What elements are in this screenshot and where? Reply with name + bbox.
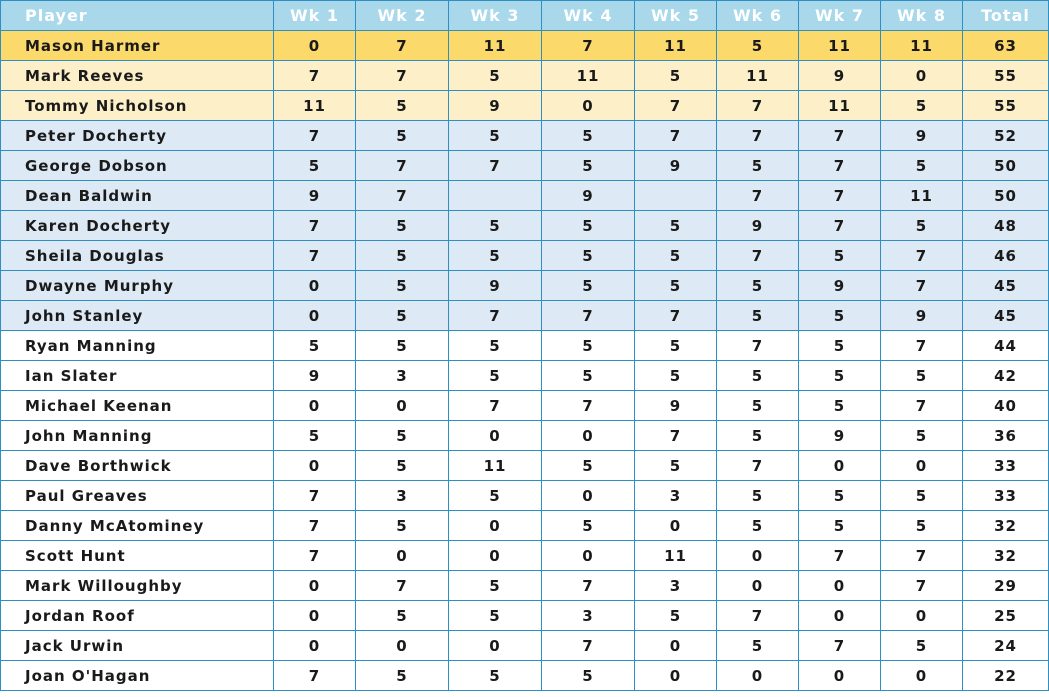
week-1-score-cell: 0: [274, 391, 356, 421]
week-4-score-cell: 3: [542, 601, 635, 631]
table-row: [1, 361, 1049, 391]
week-1-score-cell: 5: [274, 151, 356, 181]
week-3-score-cell: 5: [449, 601, 542, 631]
table-row: [1, 181, 1049, 211]
week-3-score-cell: 7: [449, 301, 542, 331]
week-3-score-cell: 9: [449, 91, 542, 121]
header-total: Total: [963, 1, 1049, 31]
week-5-score-cell: 3: [635, 571, 717, 601]
total-score-cell: 44: [963, 331, 1049, 361]
header-wk8: Wk 8: [881, 1, 963, 31]
week-2-score-cell: 5: [356, 121, 449, 151]
player-name-cell: Joan O'Hagan: [1, 661, 274, 691]
table-row: [1, 541, 1049, 571]
week-6-score-cell: 5: [717, 421, 799, 451]
table-row: [1, 211, 1049, 241]
total-score-cell: 50: [963, 181, 1049, 211]
week-8-score-cell: 5: [881, 151, 963, 181]
week-5-score-cell: 5: [635, 61, 717, 91]
week-2-score-cell: 7: [356, 571, 449, 601]
week-3-score-cell: 9: [449, 271, 542, 301]
week-7-score-cell: 7: [799, 181, 881, 211]
week-4-score-cell: 0: [542, 481, 635, 511]
table-row: [1, 301, 1049, 331]
week-8-score-cell: 5: [881, 631, 963, 661]
week-4-score-cell: 7: [542, 631, 635, 661]
player-name-cell: Ian Slater: [1, 361, 274, 391]
week-4-score-cell: 0: [542, 91, 635, 121]
total-score-cell: 52: [963, 121, 1049, 151]
week-7-score-cell: 9: [799, 421, 881, 451]
week-5-score-cell: 9: [635, 151, 717, 181]
week-5-score-cell: 5: [635, 331, 717, 361]
week-7-score-cell: 11: [799, 91, 881, 121]
player-name-cell: Jack Urwin: [1, 631, 274, 661]
week-6-score-cell: 5: [717, 271, 799, 301]
table-row: [1, 571, 1049, 601]
week-1-score-cell: 7: [274, 211, 356, 241]
total-score-cell: 55: [963, 61, 1049, 91]
table-row: [1, 631, 1049, 661]
week-2-score-cell: 0: [356, 631, 449, 661]
table-row: [1, 511, 1049, 541]
player-name-cell: Mark Willoughby: [1, 571, 274, 601]
total-score-cell: 33: [963, 481, 1049, 511]
week-5-score-cell: 0: [635, 631, 717, 661]
week-3-score-cell: 7: [449, 391, 542, 421]
table-row: [1, 61, 1049, 91]
week-6-score-cell: 7: [717, 181, 799, 211]
total-score-cell: 32: [963, 541, 1049, 571]
week-1-score-cell: 11: [274, 91, 356, 121]
week-5-score-cell: 0: [635, 661, 717, 691]
week-6-score-cell: 5: [717, 151, 799, 181]
week-5-score-cell: 3: [635, 481, 717, 511]
player-name-cell: Dave Borthwick: [1, 451, 274, 481]
week-7-score-cell: 0: [799, 571, 881, 601]
header-wk1: Wk 1: [274, 1, 356, 31]
week-6-score-cell: 0: [717, 571, 799, 601]
week-5-score-cell: 7: [635, 301, 717, 331]
week-6-score-cell: 11: [717, 61, 799, 91]
header-wk7: Wk 7: [799, 1, 881, 31]
week-7-score-cell: 5: [799, 481, 881, 511]
total-score-cell: 32: [963, 511, 1049, 541]
player-name-cell: Scott Hunt: [1, 541, 274, 571]
table-row: [1, 331, 1049, 361]
week-6-score-cell: 0: [717, 661, 799, 691]
total-score-cell: 42: [963, 361, 1049, 391]
week-8-score-cell: 7: [881, 391, 963, 421]
week-8-score-cell: 5: [881, 511, 963, 541]
player-name-cell: Danny McAtominey: [1, 511, 274, 541]
week-2-score-cell: 7: [356, 181, 449, 211]
week-5-score-cell: 5: [635, 211, 717, 241]
week-1-score-cell: 0: [274, 451, 356, 481]
header-row: [1, 1, 1049, 31]
total-score-cell: 22: [963, 661, 1049, 691]
week-1-score-cell: 7: [274, 121, 356, 151]
week-8-score-cell: 0: [881, 601, 963, 631]
week-4-score-cell: 5: [542, 211, 635, 241]
week-2-score-cell: 7: [356, 61, 449, 91]
week-8-score-cell: 7: [881, 331, 963, 361]
week-5-score-cell: 5: [635, 451, 717, 481]
total-score-cell: 63: [963, 31, 1049, 61]
week-8-score-cell: 7: [881, 541, 963, 571]
week-3-score-cell: 5: [449, 571, 542, 601]
player-name-cell: Sheila Douglas: [1, 241, 274, 271]
week-4-score-cell: 7: [542, 391, 635, 421]
week-4-score-cell: 5: [542, 361, 635, 391]
table-row: [1, 121, 1049, 151]
table-row: [1, 271, 1049, 301]
player-name-cell: George Dobson: [1, 151, 274, 181]
week-6-score-cell: 7: [717, 91, 799, 121]
week-5-score-cell: 9: [635, 391, 717, 421]
week-2-score-cell: 5: [356, 91, 449, 121]
week-8-score-cell: 5: [881, 91, 963, 121]
week-8-score-cell: 0: [881, 661, 963, 691]
week-4-score-cell: 7: [542, 301, 635, 331]
week-3-score-cell: 5: [449, 61, 542, 91]
week-3-score-cell: 0: [449, 421, 542, 451]
total-score-cell: 45: [963, 271, 1049, 301]
table-row: [1, 31, 1049, 61]
header-wk4: Wk 4: [542, 1, 635, 31]
table-row: [1, 451, 1049, 481]
week-7-score-cell: 9: [799, 271, 881, 301]
player-name-cell: Mason Harmer: [1, 31, 274, 61]
header-wk3: Wk 3: [449, 1, 542, 31]
week-3-score-cell: 0: [449, 631, 542, 661]
player-name-cell: Peter Docherty: [1, 121, 274, 151]
week-5-score-cell: 5: [635, 271, 717, 301]
total-score-cell: 45: [963, 301, 1049, 331]
week-4-score-cell: 5: [542, 511, 635, 541]
week-2-score-cell: 5: [356, 421, 449, 451]
player-name-cell: Dean Baldwin: [1, 181, 274, 211]
week-3-score-cell: 11: [449, 451, 542, 481]
table-row: [1, 391, 1049, 421]
week-8-score-cell: 11: [881, 31, 963, 61]
total-score-cell: 48: [963, 211, 1049, 241]
player-name-cell: John Stanley: [1, 301, 274, 331]
week-8-score-cell: 5: [881, 361, 963, 391]
week-7-score-cell: 7: [799, 121, 881, 151]
week-3-score-cell: 5: [449, 331, 542, 361]
header-wk5: Wk 5: [635, 1, 717, 31]
week-1-score-cell: 0: [274, 271, 356, 301]
week-2-score-cell: 0: [356, 541, 449, 571]
week-8-score-cell: 0: [881, 61, 963, 91]
week-7-score-cell: 5: [799, 361, 881, 391]
week-2-score-cell: 5: [356, 301, 449, 331]
week-5-score-cell: 5: [635, 361, 717, 391]
week-7-score-cell: 5: [799, 241, 881, 271]
table-row: [1, 241, 1049, 271]
week-4-score-cell: 5: [542, 121, 635, 151]
week-3-score-cell: [449, 181, 542, 211]
table-row: [1, 601, 1049, 631]
week-4-score-cell: 9: [542, 181, 635, 211]
week-5-score-cell: 0: [635, 511, 717, 541]
player-name-cell: Paul Greaves: [1, 481, 274, 511]
week-7-score-cell: 0: [799, 661, 881, 691]
week-8-score-cell: 7: [881, 241, 963, 271]
table-row: [1, 151, 1049, 181]
week-3-score-cell: 11: [449, 31, 542, 61]
week-2-score-cell: 5: [356, 241, 449, 271]
week-3-score-cell: 5: [449, 361, 542, 391]
table-row: [1, 91, 1049, 121]
week-2-score-cell: 7: [356, 31, 449, 61]
week-5-score-cell: 7: [635, 121, 717, 151]
week-2-score-cell: 5: [356, 451, 449, 481]
total-score-cell: 36: [963, 421, 1049, 451]
week-1-score-cell: 0: [274, 31, 356, 61]
week-8-score-cell: 9: [881, 301, 963, 331]
week-1-score-cell: 7: [274, 481, 356, 511]
week-6-score-cell: 5: [717, 511, 799, 541]
week-4-score-cell: 0: [542, 541, 635, 571]
week-8-score-cell: 7: [881, 571, 963, 601]
week-4-score-cell: 5: [542, 151, 635, 181]
week-6-score-cell: 5: [717, 481, 799, 511]
player-name-cell: Dwayne Murphy: [1, 271, 274, 301]
week-1-score-cell: 0: [274, 631, 356, 661]
week-2-score-cell: 7: [356, 151, 449, 181]
week-2-score-cell: 5: [356, 331, 449, 361]
total-score-cell: 55: [963, 91, 1049, 121]
player-name-cell: Mark Reeves: [1, 61, 274, 91]
week-5-score-cell: 7: [635, 421, 717, 451]
week-6-score-cell: 5: [717, 301, 799, 331]
week-7-score-cell: 0: [799, 601, 881, 631]
week-6-score-cell: 5: [717, 361, 799, 391]
week-6-score-cell: 9: [717, 211, 799, 241]
week-1-score-cell: 0: [274, 571, 356, 601]
week-3-score-cell: 5: [449, 211, 542, 241]
week-8-score-cell: 7: [881, 271, 963, 301]
table-body: [1, 31, 1049, 691]
week-8-score-cell: 9: [881, 121, 963, 151]
week-6-score-cell: 5: [717, 631, 799, 661]
week-1-score-cell: 0: [274, 601, 356, 631]
week-6-score-cell: 7: [717, 331, 799, 361]
total-score-cell: 24: [963, 631, 1049, 661]
week-2-score-cell: 3: [356, 361, 449, 391]
week-5-score-cell: 11: [635, 541, 717, 571]
player-name-cell: Tommy Nicholson: [1, 91, 274, 121]
week-6-score-cell: 5: [717, 31, 799, 61]
week-2-score-cell: 3: [356, 481, 449, 511]
week-4-score-cell: 0: [542, 421, 635, 451]
week-7-score-cell: 5: [799, 511, 881, 541]
week-6-score-cell: 7: [717, 241, 799, 271]
week-7-score-cell: 5: [799, 301, 881, 331]
week-7-score-cell: 7: [799, 631, 881, 661]
week-8-score-cell: 11: [881, 181, 963, 211]
header-wk2: Wk 2: [356, 1, 449, 31]
week-1-score-cell: 5: [274, 331, 356, 361]
week-2-score-cell: 0: [356, 391, 449, 421]
week-8-score-cell: 5: [881, 481, 963, 511]
player-name-cell: Karen Docherty: [1, 211, 274, 241]
week-5-score-cell: 5: [635, 241, 717, 271]
week-8-score-cell: 0: [881, 451, 963, 481]
week-4-score-cell: 5: [542, 451, 635, 481]
total-score-cell: 29: [963, 571, 1049, 601]
week-2-score-cell: 5: [356, 271, 449, 301]
week-7-score-cell: 5: [799, 331, 881, 361]
player-name-cell: Michael Keenan: [1, 391, 274, 421]
total-score-cell: 50: [963, 151, 1049, 181]
week-6-score-cell: 7: [717, 451, 799, 481]
week-3-score-cell: 5: [449, 481, 542, 511]
week-4-score-cell: 5: [542, 271, 635, 301]
week-3-score-cell: 7: [449, 151, 542, 181]
total-score-cell: 25: [963, 601, 1049, 631]
week-3-score-cell: 0: [449, 541, 542, 571]
week-2-score-cell: 5: [356, 511, 449, 541]
week-6-score-cell: 7: [717, 601, 799, 631]
week-3-score-cell: 0: [449, 511, 542, 541]
week-5-score-cell: 7: [635, 91, 717, 121]
week-7-score-cell: 7: [799, 211, 881, 241]
week-2-score-cell: 5: [356, 211, 449, 241]
header-wk6: Wk 6: [717, 1, 799, 31]
week-6-score-cell: 7: [717, 121, 799, 151]
week-7-score-cell: 7: [799, 151, 881, 181]
week-1-score-cell: 7: [274, 541, 356, 571]
week-4-score-cell: 7: [542, 31, 635, 61]
week-7-score-cell: 11: [799, 31, 881, 61]
week-5-score-cell: 11: [635, 31, 717, 61]
table-row: [1, 481, 1049, 511]
week-4-score-cell: 5: [542, 331, 635, 361]
week-1-score-cell: 7: [274, 241, 356, 271]
total-score-cell: 46: [963, 241, 1049, 271]
week-3-score-cell: 5: [449, 241, 542, 271]
week-6-score-cell: 0: [717, 541, 799, 571]
table-row: [1, 661, 1049, 691]
week-1-score-cell: 7: [274, 511, 356, 541]
total-score-cell: 40: [963, 391, 1049, 421]
week-1-score-cell: 7: [274, 661, 356, 691]
player-name-cell: Ryan Manning: [1, 331, 274, 361]
week-1-score-cell: 7: [274, 61, 356, 91]
week-4-score-cell: 7: [542, 571, 635, 601]
week-2-score-cell: 5: [356, 661, 449, 691]
week-5-score-cell: [635, 181, 717, 211]
week-4-score-cell: 5: [542, 661, 635, 691]
player-name-cell: John Manning: [1, 421, 274, 451]
week-7-score-cell: 0: [799, 451, 881, 481]
week-3-score-cell: 5: [449, 121, 542, 151]
total-score-cell: 33: [963, 451, 1049, 481]
header-player: Player: [1, 1, 274, 31]
week-1-score-cell: 0: [274, 301, 356, 331]
week-5-score-cell: 5: [635, 601, 717, 631]
week-2-score-cell: 5: [356, 601, 449, 631]
week-3-score-cell: 5: [449, 661, 542, 691]
week-4-score-cell: 5: [542, 241, 635, 271]
week-7-score-cell: 5: [799, 391, 881, 421]
week-8-score-cell: 5: [881, 421, 963, 451]
week-7-score-cell: 7: [799, 541, 881, 571]
week-1-score-cell: 9: [274, 181, 356, 211]
week-8-score-cell: 5: [881, 211, 963, 241]
player-name-cell: Jordan Roof: [1, 601, 274, 631]
week-1-score-cell: 5: [274, 421, 356, 451]
week-6-score-cell: 5: [717, 391, 799, 421]
table-row: [1, 421, 1049, 451]
week-1-score-cell: 9: [274, 361, 356, 391]
week-4-score-cell: 11: [542, 61, 635, 91]
week-7-score-cell: 9: [799, 61, 881, 91]
